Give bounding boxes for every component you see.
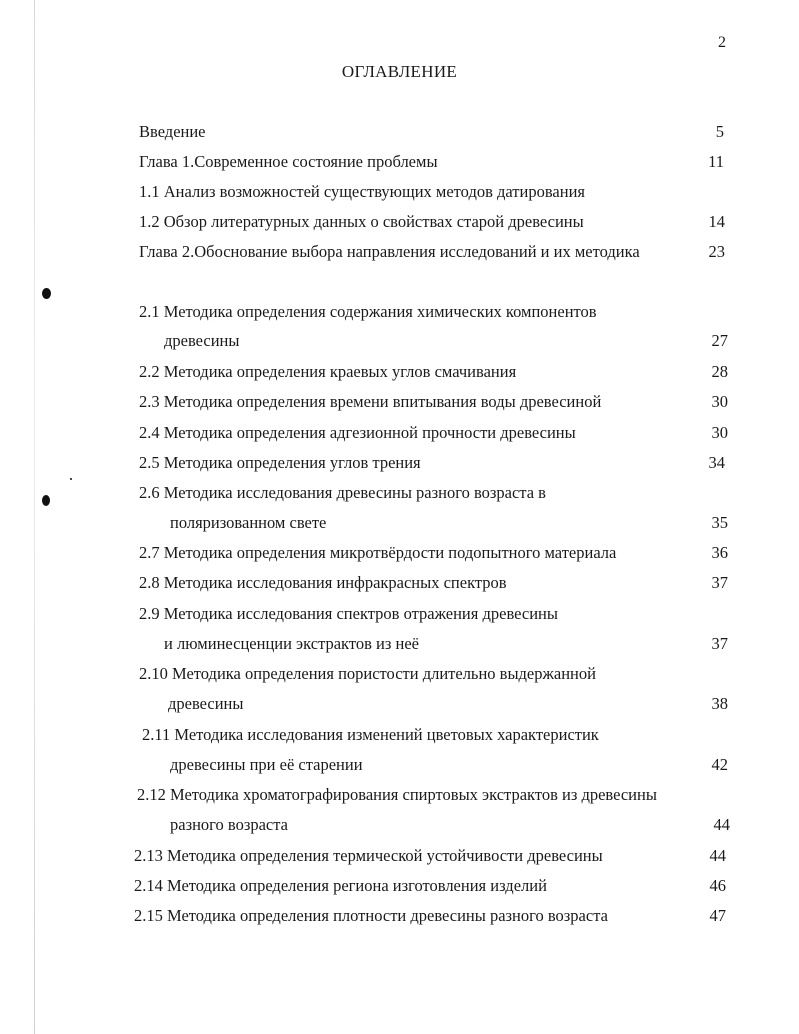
toc-page-2-14: 46 — [709, 876, 726, 895]
toc-entry-2-6-cont: поляризованном свете — [170, 513, 327, 532]
toc-entry-2-15: 2.15 Методика определения плотности древесины разного возраста — [134, 906, 608, 925]
toc-page-2-9: 37 — [711, 634, 728, 653]
toc-entry-2-10-cont: древесины — [168, 694, 244, 713]
toc-page-chapter-2: 23 — [708, 242, 725, 261]
page-number: 2 — [718, 34, 726, 51]
toc-entry-2-6: 2.6 Методика исследования древесины разного возраста в — [139, 483, 546, 502]
toc-entry-2-7: 2.7 Методика определения микротвёрдости подопытного материала — [139, 543, 617, 562]
toc-entry-2-2: 2.2 Методика определения краевых углов смачивания — [139, 362, 517, 381]
scan-edge — [34, 0, 35, 1034]
toc-page-2-13: 44 — [709, 846, 726, 865]
toc-entry-2-5: 2.5 Методика определения углов трения — [139, 453, 421, 472]
toc-entry-chapter-2: Глава 2.Обоснование выбора направления исследований и их методика — [139, 242, 640, 261]
toc-entry-2-12: 2.12 Методика хроматографирования спиртовых экстрактов из древесины — [137, 785, 657, 804]
toc-entry-chapter-1: Глава 1.Современное состояние проблемы — [139, 152, 438, 171]
toc-entry-2-1-cont: древесины — [164, 331, 240, 350]
toc-entry-2-11-cont: древесины при её старении — [170, 755, 363, 774]
page-title: ОГЛАВЛЕНИЕ — [341, 62, 458, 81]
toc-entry-2-9: 2.9 Методика исследования спектров отражения древесины — [139, 604, 558, 623]
scan-speck — [42, 288, 51, 299]
toc-page-2-11: 42 — [711, 755, 728, 774]
toc-page-chapter-1: 11 — [708, 152, 724, 171]
toc-entry-2-4: 2.4 Методика определения адгезионной прочности древесины — [139, 423, 576, 442]
toc-page-2-8: 37 — [711, 573, 728, 592]
toc-entry-2-3: 2.3 Методика определения времени впитывания воды древесиной — [139, 392, 602, 411]
toc-page-2-4: 30 — [711, 423, 728, 442]
toc-entry-2-14: 2.14 Методика определения региона изготовления изделий — [134, 876, 547, 895]
toc-page-2-2: 28 — [711, 362, 728, 381]
toc-entry-2-11: 2.11 Методика исследования изменений цветовых характеристик — [142, 725, 599, 744]
scan-speck — [42, 495, 50, 506]
scan-speck — [70, 478, 72, 480]
toc-entry-1-1: 1.1 Анализ возможностей существующих методов датирования — [139, 182, 585, 201]
toc-entry-intro: Введение — [139, 122, 206, 141]
toc-entry-2-8: 2.8 Методика исследования инфракрасных спектров — [139, 573, 507, 592]
toc-page-2-15: 47 — [709, 906, 726, 925]
toc-page-2-10: 38 — [711, 694, 728, 713]
toc-entry-2-1: 2.1 Методика определения содержания химических компонентов — [139, 302, 597, 321]
toc-page-2-5: 34 — [708, 453, 725, 472]
toc-entry-2-9-cont: и люминесценции экстрактов из неё — [164, 634, 419, 653]
toc-entry-2-12-cont: разного возраста — [170, 815, 288, 834]
toc-page-2-12: 44 — [713, 815, 730, 834]
toc-entry-2-13: 2.13 Методика определения термической устойчивости древесины — [134, 846, 603, 865]
toc-page-2-7: 36 — [711, 543, 728, 562]
toc-entry-1-2: 1.2 Обзор литературных данных о свойствах старой древесины — [139, 212, 584, 231]
toc-entry-2-10: 2.10 Методика определения пористости длительно выдержанной — [139, 664, 596, 683]
toc-page-1-2: 14 — [708, 212, 725, 231]
toc-page-2-3: 30 — [711, 392, 728, 411]
toc-page-2-1: 27 — [711, 331, 728, 350]
toc-page-intro: 5 — [715, 122, 724, 141]
toc-page-2-6: 35 — [711, 513, 728, 532]
